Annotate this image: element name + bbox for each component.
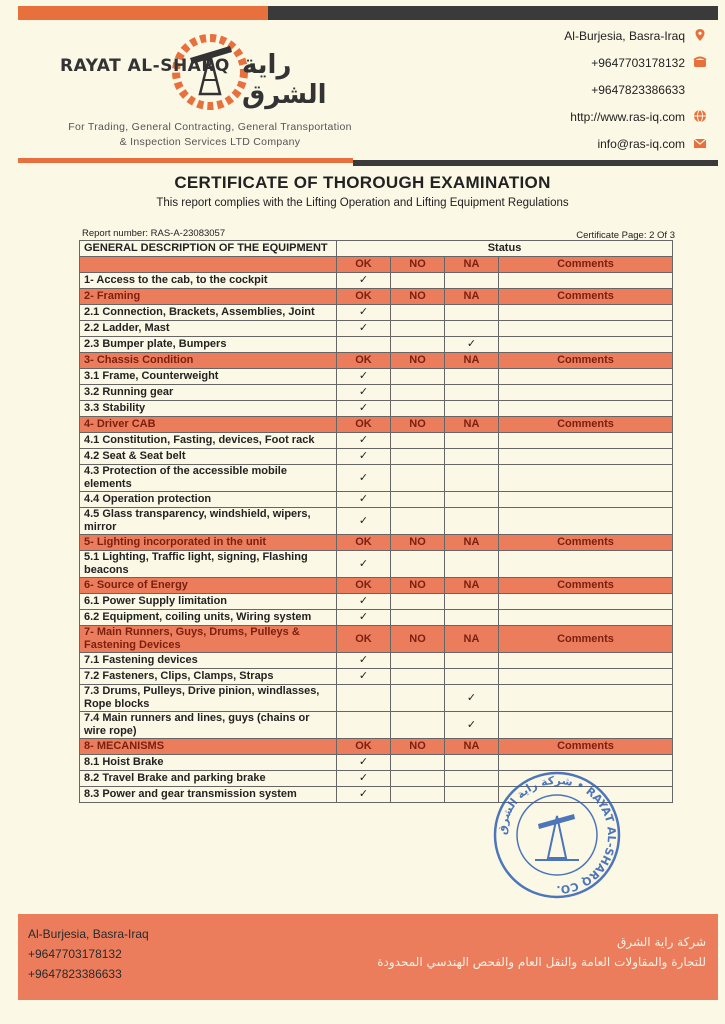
col-no-header: NO — [391, 353, 445, 369]
contact-block — [564, 28, 707, 163]
table-header-row — [80, 241, 673, 257]
status-no-cell — [391, 787, 445, 803]
status-na-cell — [445, 401, 499, 417]
col-na-header: NA — [445, 578, 499, 594]
status-ok-cell: ✓ — [337, 755, 391, 771]
section-row — [80, 417, 673, 433]
col-ok-header: OK — [337, 578, 391, 594]
comments-cell — [499, 712, 673, 739]
status-ok-cell: ✓ — [337, 433, 391, 449]
status-ok-cell: ✓ — [337, 610, 391, 626]
document-subtitle: This report complies with the Lifting Operation and Lifting Equipment Regulations — [156, 197, 569, 209]
status-ok-cell: ✓ — [337, 321, 391, 337]
col-no-header: NO — [391, 578, 445, 594]
table-row — [80, 551, 673, 578]
status-ok-cell: ✓ — [337, 385, 391, 401]
status-na-cell — [445, 551, 499, 578]
report-number: Report number: RAS-A-23083057 — [82, 228, 226, 239]
section-label: 6- Source of Energy — [80, 578, 337, 594]
item-label: 6.1 Power Supply limitation — [80, 594, 337, 610]
comments-cell — [499, 433, 673, 449]
status-no-cell — [391, 755, 445, 771]
mobile-icon — [693, 82, 707, 96]
status-na-cell — [445, 385, 499, 401]
col-no-header: NO — [391, 739, 445, 755]
col-comments-header: Comments — [499, 578, 673, 594]
status-no-cell — [391, 653, 445, 669]
item-label: 7.1 Fastening devices — [80, 653, 337, 669]
status-na-cell — [445, 449, 499, 465]
status-na-cell: ✓ — [445, 685, 499, 712]
status-ok-cell: ✓ — [337, 787, 391, 803]
comments-cell — [499, 610, 673, 626]
status-no-cell — [391, 508, 445, 535]
table-row — [80, 610, 673, 626]
status-na-cell — [445, 669, 499, 685]
col-na-header: NA — [445, 535, 499, 551]
contact-phone-2: +9647823386633 — [564, 82, 707, 109]
status-no-cell — [391, 401, 445, 417]
footer-band — [18, 914, 718, 1000]
footer-arabic — [377, 932, 706, 972]
logo-arabic-name: راية الشرق — [242, 50, 327, 110]
col-comments-header: Comments — [499, 739, 673, 755]
col-ok-header: OK — [337, 257, 391, 273]
status-no-cell — [391, 551, 445, 578]
item-label: 8.1 Hoist Brake — [80, 755, 337, 771]
status-ok-cell — [337, 712, 391, 739]
location-pin-icon — [693, 28, 707, 42]
table-row — [80, 508, 673, 535]
table-row — [80, 685, 673, 712]
contact-website: http://www.ras-iq.com — [564, 109, 707, 136]
status-na-cell — [445, 610, 499, 626]
contact-email: info@ras-iq.com — [564, 136, 707, 163]
logo-latin-name: RAYAT AL-SHARQ — [60, 56, 230, 76]
status-na-cell: ✓ — [445, 337, 499, 353]
company-subtitle — [40, 120, 380, 150]
status-no-cell — [391, 610, 445, 626]
footer-arabic-line-1: شركة راية الشرق — [617, 935, 706, 949]
item-label: 6.2 Equipment, coiling units, Wiring system — [80, 610, 337, 626]
table-row — [80, 305, 673, 321]
section-row — [80, 353, 673, 369]
item-label: 2.1 Connection, Brackets, Assemblies, Joint — [80, 305, 337, 321]
col-comments-header: Comments — [499, 417, 673, 433]
status-na-cell — [445, 369, 499, 385]
document-title: CERTIFICATE OF THOROUGH EXAMINATION — [174, 173, 551, 192]
section-row — [80, 578, 673, 594]
status-ok-cell: ✓ — [337, 653, 391, 669]
item-label: 7.2 Fasteners, Clips, Clamps, Straps — [80, 669, 337, 685]
footer-arabic-line-2: للتجارة والمقاولات العامة والنقل العام والفحص الهندسي المحدودة — [377, 955, 706, 969]
item-label: 8.3 Power and gear transmission system — [80, 787, 337, 803]
comments-cell — [499, 508, 673, 535]
status-na-cell — [445, 653, 499, 669]
footer-contacts — [28, 924, 149, 984]
section-row — [80, 626, 673, 653]
status-ok-cell: ✓ — [337, 305, 391, 321]
subtitle-line-2: & Inspection Services LTD Company — [119, 136, 301, 148]
col-na-header: NA — [445, 289, 499, 305]
col-ok-header: OK — [337, 417, 391, 433]
status-no-cell — [391, 771, 445, 787]
telephone-icon — [693, 55, 707, 69]
table-row — [80, 273, 673, 289]
comments-cell — [499, 273, 673, 289]
section-label: 4- Driver CAB — [80, 417, 337, 433]
item-label: 3.2 Running gear — [80, 385, 337, 401]
col-no-header: NO — [391, 535, 445, 551]
col-na-header: NA — [445, 353, 499, 369]
status-no-cell — [391, 712, 445, 739]
table-row — [80, 449, 673, 465]
status-na-cell — [445, 465, 499, 492]
status-na-cell — [445, 321, 499, 337]
status-ok-cell: ✓ — [337, 669, 391, 685]
status-na-cell — [445, 433, 499, 449]
status-ok-cell: ✓ — [337, 449, 391, 465]
comments-cell — [499, 449, 673, 465]
company-logo — [60, 32, 360, 122]
status-na-cell — [445, 305, 499, 321]
status-no-cell — [391, 337, 445, 353]
table-row — [80, 653, 673, 669]
table-row — [80, 492, 673, 508]
status-ok-cell: ✓ — [337, 771, 391, 787]
table-row — [80, 669, 673, 685]
col-ok-header: OK — [337, 353, 391, 369]
status-na-cell — [445, 492, 499, 508]
contact-phone-1: +9647703178132 — [564, 55, 707, 82]
stamp-text: شركة راية الشرق • RAYAT AL-SHARQ CO. — [495, 773, 619, 897]
footer-phone-1: +9647703178132 — [28, 947, 122, 961]
status-no-cell — [391, 449, 445, 465]
comments-cell — [499, 685, 673, 712]
item-label: 4.2 Seat & Seat belt — [80, 449, 337, 465]
section-row — [80, 289, 673, 305]
col-no-header: NO — [391, 289, 445, 305]
comments-cell — [499, 401, 673, 417]
section-row — [80, 535, 673, 551]
comments-cell — [499, 594, 673, 610]
comments-cell — [499, 385, 673, 401]
top-bar-accent — [18, 6, 268, 20]
footer-address: Al-Burjesia, Basra-Iraq — [28, 927, 149, 941]
status-ok-cell — [337, 685, 391, 712]
item-label: 7.4 Main runners and lines, guys (chains or wire rope) — [80, 712, 337, 739]
status-na-cell — [445, 508, 499, 535]
col-na-header: NA — [445, 417, 499, 433]
status-ok-cell: ✓ — [337, 492, 391, 508]
contact-address: Al-Burjesia, Basra-Iraq — [564, 28, 707, 55]
comments-cell — [499, 653, 673, 669]
comments-cell — [499, 321, 673, 337]
item-label: 1- Access to the cab, to the cockpit — [80, 273, 337, 289]
section-label: 2- Framing — [80, 289, 337, 305]
table-subheader-row — [80, 257, 673, 273]
col-comments-header: Comments — [499, 289, 673, 305]
stamp-derrick-icon — [535, 814, 579, 860]
section-label: 8- MECANISMS — [80, 739, 337, 755]
table-row — [80, 337, 673, 353]
table-row — [80, 712, 673, 739]
item-label: 3.3 Stability — [80, 401, 337, 417]
col-ok-header: OK — [337, 739, 391, 755]
item-label: 8.2 Travel Brake and parking brake — [80, 771, 337, 787]
status-ok-cell: ✓ — [337, 273, 391, 289]
examination-table — [79, 240, 673, 803]
item-label: 2.2 Ladder, Mast — [80, 321, 337, 337]
comments-cell — [499, 669, 673, 685]
table-row — [80, 433, 673, 449]
status-no-cell — [391, 385, 445, 401]
table-row — [80, 321, 673, 337]
section-row — [80, 739, 673, 755]
col-na-header: NA — [445, 257, 499, 273]
status-no-cell — [391, 305, 445, 321]
col-ok-header: OK — [337, 535, 391, 551]
envelope-icon — [693, 136, 707, 150]
status-ok-cell: ✓ — [337, 594, 391, 610]
status-na-cell — [445, 273, 499, 289]
header-divider-dark — [353, 160, 718, 166]
comments-cell — [499, 465, 673, 492]
col-comments-header: Comments — [499, 535, 673, 551]
description-header: GENERAL DESCRIPTION OF THE EQUIPMENT — [80, 241, 337, 257]
col-no-header: NO — [391, 626, 445, 653]
status-ok-cell: ✓ — [337, 369, 391, 385]
comments-cell — [499, 305, 673, 321]
col-no-header: NO — [391, 417, 445, 433]
status-no-cell — [391, 465, 445, 492]
footer-phone-2: +9647823386633 — [28, 967, 122, 981]
subtitle-line-1: For Trading, General Contracting, General Transportation — [68, 121, 352, 133]
svg-text:شركة راية الشرق • RAYAT AL-SHA — [496, 774, 618, 896]
section-label: 5- Lighting incorporated in the unit — [80, 535, 337, 551]
header-divider-accent — [18, 158, 353, 163]
table-row — [80, 385, 673, 401]
col-comments-header: Comments — [499, 257, 673, 273]
status-ok-cell — [337, 337, 391, 353]
status-ok-cell: ✓ — [337, 508, 391, 535]
certificate-page: Certificate Page: 2 Of 3 — [576, 230, 675, 241]
item-label: 4.4 Operation protection — [80, 492, 337, 508]
top-bar — [18, 6, 718, 20]
status-no-cell — [391, 492, 445, 508]
status-no-cell — [391, 321, 445, 337]
table-row — [80, 465, 673, 492]
company-stamp — [490, 768, 624, 902]
status-no-cell — [391, 273, 445, 289]
status-no-cell — [391, 669, 445, 685]
status-no-cell — [391, 433, 445, 449]
status-header: Status — [337, 241, 673, 257]
item-label: 5.1 Lighting, Traffic light, signing, Flashing beacons — [80, 551, 337, 578]
status-no-cell — [391, 369, 445, 385]
item-label: 4.1 Constitution, Fasting, devices, Foot rack — [80, 433, 337, 449]
comments-cell — [499, 492, 673, 508]
comments-cell — [499, 551, 673, 578]
status-ok-cell: ✓ — [337, 551, 391, 578]
col-na-header: NA — [445, 626, 499, 653]
col-comments-header: Comments — [499, 353, 673, 369]
item-label: 4.5 Glass transparency, windshield, wipers, mirror — [80, 508, 337, 535]
col-ok-header: OK — [337, 626, 391, 653]
status-na-cell — [445, 594, 499, 610]
col-na-header: NA — [445, 739, 499, 755]
col-comments-header: Comments — [499, 626, 673, 653]
section-label: 3- Chassis Condition — [80, 353, 337, 369]
item-label: 3.1 Frame, Counterweight — [80, 369, 337, 385]
status-na-cell: ✓ — [445, 712, 499, 739]
status-ok-cell: ✓ — [337, 401, 391, 417]
item-label: 7.3 Drums, Pulleys, Drive pinion, windlasses, Rope blocks — [80, 685, 337, 712]
item-label: 4.3 Protection of the accessible mobile elements — [80, 465, 337, 492]
section-label: 7- Main Runners, Guys, Drums, Pulleys & Fastening Devices — [80, 626, 337, 653]
status-no-cell — [391, 685, 445, 712]
table-row — [80, 401, 673, 417]
item-label: 2.3 Bumper plate, Bumpers — [80, 337, 337, 353]
col-ok-header: OK — [337, 289, 391, 305]
comments-cell — [499, 337, 673, 353]
table-row — [80, 369, 673, 385]
status-no-cell — [391, 594, 445, 610]
globe-icon — [693, 109, 707, 123]
table-row — [80, 594, 673, 610]
comments-cell — [499, 369, 673, 385]
status-ok-cell: ✓ — [337, 465, 391, 492]
col-no-header: NO — [391, 257, 445, 273]
